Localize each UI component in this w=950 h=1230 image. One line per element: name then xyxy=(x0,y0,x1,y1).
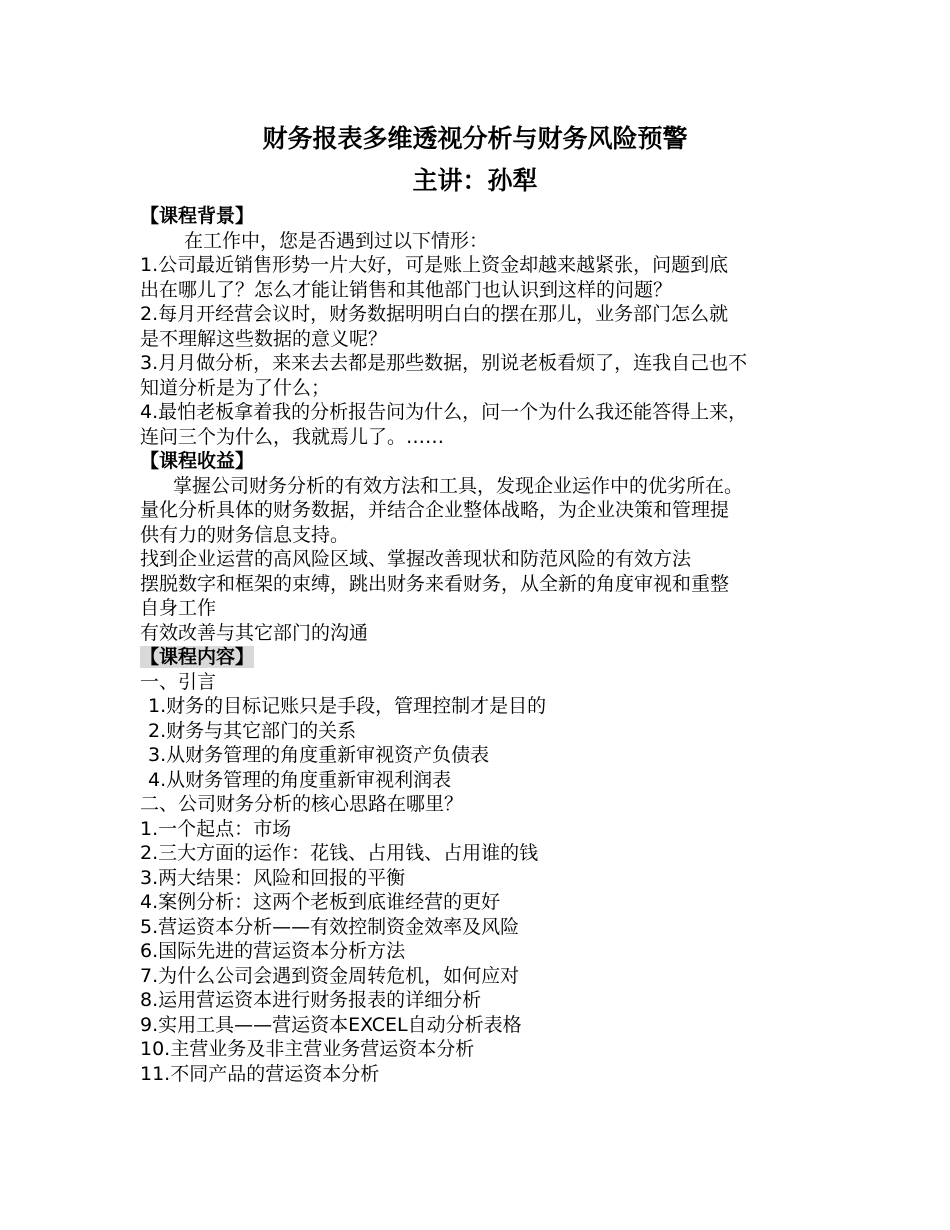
document-title: 财务报表多维透视分析与财务风险预警 xyxy=(262,124,688,153)
section-heading-benefits: 【课程收益】 xyxy=(140,450,255,472)
contents-section-title: 二、公司财务分析的核心思路在哪里？ xyxy=(140,793,464,815)
background-line: 2.每月开经营会议时，财务数据明明白白的摆在那儿，业务部门怎么就 xyxy=(140,303,729,325)
contents-item: 3.从财务管理的角度重新审视资产负债表 xyxy=(148,744,490,766)
contents-item: 9.实用工具——营运资本EXCEL自动分析表格 xyxy=(140,1013,522,1036)
benefits-line: 自身工作 xyxy=(140,597,217,619)
background-line: 是不理解这些数据的意义呢？ xyxy=(140,327,388,350)
contents-item: 10.主营业务及非主营业务营运资本分析 xyxy=(140,1038,475,1060)
contents-item: 2.三大方面的运作：花钱、占用钱、占用谁的钱 xyxy=(140,842,539,864)
benefits-line: 摆脱数字和框架的束缚，跳出财务来看财务，从全新的角度审视和重整 xyxy=(140,572,730,595)
contents-section-title: 一、引言 xyxy=(140,670,217,693)
benefits-line: 有效改善与其它部门的沟通 xyxy=(140,621,369,644)
section-heading-background: 【课程背景】 xyxy=(140,205,255,227)
contents-item: 2.财务与其它部门的关系 xyxy=(148,719,357,742)
benefits-line: 量化分析具体的财务数据，并结合企业整体战略，为企业决策和管理提 xyxy=(140,499,730,521)
benefits-line: 供有力的财务信息支持。 xyxy=(140,523,350,546)
background-line: 出在哪儿了？怎么才能让销售和其他部门也认识到这样的问题？ xyxy=(140,278,673,301)
benefits-first: 掌握公司财务分析的有效方法和工具，发现企业运作中的优劣所在。 xyxy=(173,474,744,497)
background-line: 1.公司最近销售形势一片大好，可是账上资金却越来越紧张，问题到底 xyxy=(140,254,729,276)
lecturer-line: 主讲：孙犁 xyxy=(412,166,538,195)
contents-item: 4.从财务管理的角度重新审视利润表 xyxy=(148,768,452,791)
benefits-line: 找到企业运营的高风险区域、掌握改善现状和防范风险的有效方法 xyxy=(140,548,692,570)
contents-item: 4.案例分析：这两个老板到底谁经营的更好 xyxy=(140,891,501,913)
contents-item: 7.为什么公司会遇到资金周转危机，如何应对 xyxy=(140,964,520,987)
contents-item: 1.一个起点：市场 xyxy=(140,817,292,840)
background-line: 连问三个为什么，我就焉儿了。…… xyxy=(140,425,445,448)
section-heading-contents-text: 【课程内容】 xyxy=(140,646,255,668)
contents-item: 11.不同产品的营运资本分析 xyxy=(140,1062,380,1085)
background-line: 4.最怕老板拿着我的分析报告问为什么，问一个为什么我还能答得上来， xyxy=(140,401,748,423)
contents-item: 3.两大结果：风险和回报的平衡 xyxy=(140,866,406,889)
document-body xyxy=(140,204,830,1086)
background-line: 知道分析是为了什么； xyxy=(140,376,331,399)
contents-item: 6.国际先进的营运资本分析方法 xyxy=(140,940,406,962)
contents-item: 1.财务的目标记账只是手段，管理控制才是目的 xyxy=(148,695,547,717)
background-intro: 在工作中，您是否遇到过以下情形： xyxy=(184,229,489,252)
section-heading-contents xyxy=(140,645,830,670)
contents-item: 8.运用营运资本进行财务报表的详细分析 xyxy=(140,989,482,1011)
contents-item: 5.营运资本分析——有效控制资金效率及风险 xyxy=(140,915,520,938)
background-line: 3.月月做分析，来来去去都是那些数据，别说老板看烦了，连我自己也不 xyxy=(140,352,748,374)
